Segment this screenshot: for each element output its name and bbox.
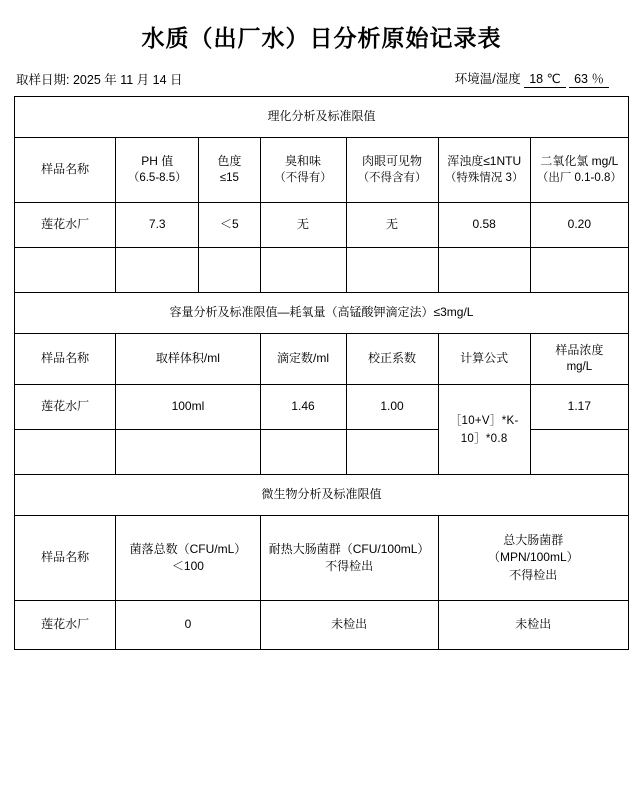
sampling-date-label: 取样日期: xyxy=(16,73,70,87)
header-turbidity xyxy=(438,138,530,203)
cell-turbidity: 0.58 xyxy=(438,203,530,248)
table-row xyxy=(15,601,629,650)
meta-row xyxy=(16,69,627,88)
header-coliform-sub: 不得检出 xyxy=(325,559,374,573)
cell-sample-volume xyxy=(116,430,260,475)
header-thermotolerant-coliform xyxy=(260,516,438,601)
environment-label: 环境温/湿度 xyxy=(454,72,521,86)
header-chlorine-main: 二氧化氯 mg/L xyxy=(540,153,619,168)
header-sample-name: 样品名称 xyxy=(15,138,116,203)
cell-total-coliform: 未检出 xyxy=(438,601,628,650)
cell-odor xyxy=(260,248,346,293)
cell-thermotolerant-coliform: 未检出 xyxy=(260,601,438,650)
header-total-coliform xyxy=(438,516,628,601)
table-row xyxy=(15,430,629,475)
header-turbidity-main: 浑浊度≤1NTU xyxy=(447,153,522,168)
cell-sample-name: 莲花水厂 xyxy=(15,203,116,248)
header-odor-main: 臭和味 xyxy=(285,153,322,168)
header-visible-sub: （不得含有） xyxy=(357,172,427,185)
header-chlorine-dioxide xyxy=(530,138,628,203)
header-ph xyxy=(116,138,199,203)
header-colony-main: 菌落总数（CFU/mL） xyxy=(129,541,247,556)
header-total-coliform-sub: 不得检出 xyxy=(509,567,558,582)
header-color-main: 色度 xyxy=(217,153,242,168)
header-visible-main: 肉眼可见物 xyxy=(362,153,423,168)
header-odor xyxy=(260,138,346,203)
cell-color: ＜5 xyxy=(199,203,260,248)
header-visible-matter xyxy=(346,138,438,203)
header-ph-main: PH 值 xyxy=(141,153,174,168)
formula-text: ［10+V］*K-10］*0.8 xyxy=(449,414,519,445)
cell-visible-matter: 无 xyxy=(346,203,438,248)
section-heading-row xyxy=(15,97,629,138)
section2-header-row xyxy=(15,334,629,385)
cell-visible-matter xyxy=(346,248,438,293)
record-sheet-page xyxy=(0,20,643,811)
cell-concentration xyxy=(530,430,628,475)
cell-chlorine-dioxide: 0.20 xyxy=(530,203,628,248)
header-concentration-main: 样品浓度 xyxy=(555,342,604,357)
header-concentration-sub: mg/L xyxy=(566,361,593,374)
header-sample-volume: 取样体积/ml xyxy=(116,334,260,385)
cell-turbidity xyxy=(438,248,530,293)
header-total-coliform-mid: （MPN/100mL） xyxy=(487,550,579,565)
header-total-coliform-main: 总大肠菌群 xyxy=(503,532,564,547)
cell-odor: 无 xyxy=(260,203,346,248)
section-heading-row xyxy=(15,293,629,334)
header-coliform-main: 耐热大肠菌群（CFU/100mL） xyxy=(268,541,430,556)
section3-header-row xyxy=(15,516,629,601)
cell-ph: 7.3 xyxy=(116,203,199,248)
header-color xyxy=(199,138,260,203)
environment-readings xyxy=(455,69,609,88)
header-ph-sub: （6.5-8.5） xyxy=(127,172,187,185)
cell-sample-name: 莲花水厂 xyxy=(15,601,116,650)
table-row xyxy=(15,248,629,293)
cell-color xyxy=(199,248,260,293)
header-sample-name: 样品名称 xyxy=(15,334,116,385)
cell-colony-count: 0 xyxy=(116,601,260,650)
section1-heading: 理化分析及标准限值 xyxy=(15,97,629,138)
cell-correction-factor: 1.00 xyxy=(346,385,438,430)
header-formula: 计算公式 xyxy=(438,334,530,385)
header-concentration xyxy=(530,334,628,385)
cell-sample-volume: 100ml xyxy=(116,385,260,430)
section3-heading: 微生物分析及标准限值 xyxy=(15,475,629,516)
table-row xyxy=(15,203,629,248)
sampling-date-value: 2025 年 11 月 14 日 xyxy=(72,73,183,87)
header-turbidity-sub: （特殊情况 3） xyxy=(444,172,524,185)
section1-header-row xyxy=(15,138,629,203)
cell-ph xyxy=(116,248,199,293)
header-colony-sub: ＜100 xyxy=(171,559,204,573)
header-odor-sub: （不得有） xyxy=(274,172,332,185)
table-row xyxy=(15,385,629,430)
cell-sample-name: 莲花水厂 xyxy=(15,385,116,430)
cell-formula xyxy=(438,385,530,475)
header-color-sub: ≤15 xyxy=(219,172,239,185)
header-sample-name: 样品名称 xyxy=(15,516,116,601)
analysis-table xyxy=(14,96,629,650)
cell-sample-name xyxy=(15,430,116,475)
environment-temperature-value: 18 ℃ xyxy=(524,72,565,88)
header-chlorine-sub: （出厂 0.1-0.8） xyxy=(536,172,622,185)
environment-humidity-value: 63 ％ xyxy=(569,72,609,88)
sampling-date xyxy=(16,70,183,88)
cell-concentration: 1.17 xyxy=(530,385,628,430)
cell-correction-factor xyxy=(346,430,438,475)
page-title: 水质（出厂水）日分析原始记录表 xyxy=(141,26,502,51)
cell-titration: 1.46 xyxy=(260,385,346,430)
header-colony-count xyxy=(116,516,260,601)
section-heading-row xyxy=(15,475,629,516)
section2-heading: 容量分析及标准限值—耗氧量（高锰酸钾滴定法）≤3mg/L xyxy=(15,293,629,334)
header-titration: 滴定数/ml xyxy=(260,334,346,385)
cell-chlorine-dioxide xyxy=(530,248,628,293)
cell-sample-name xyxy=(15,248,116,293)
header-correction-factor: 校正系数 xyxy=(346,334,438,385)
cell-titration xyxy=(260,430,346,475)
